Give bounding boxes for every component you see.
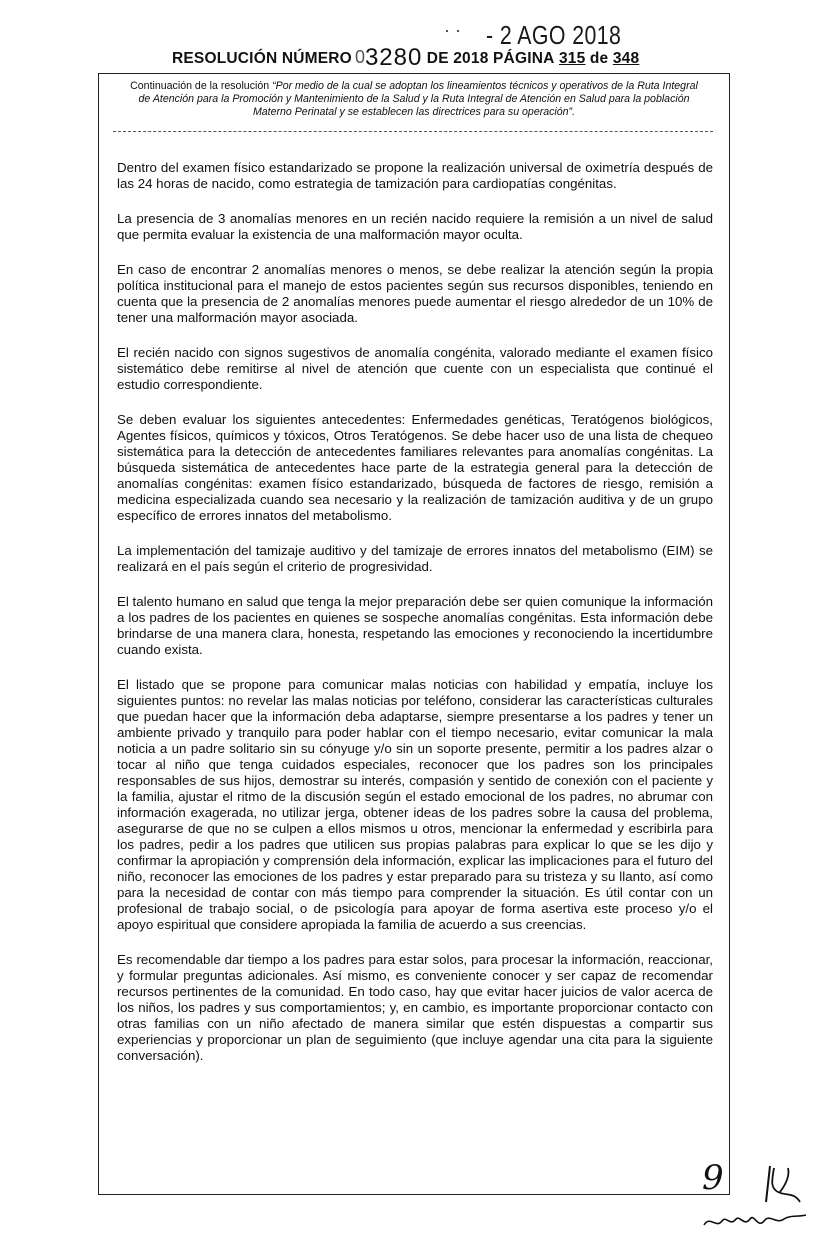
paragraph: La implementación del tamizaje auditivo y del tamizaje de errores innatos del metabolismo (EIM) se realizará en el país según el criterio de progresividad. <box>117 543 713 574</box>
stamp-dots: · · <box>444 20 461 40</box>
resolution-number: 3280 <box>364 44 423 71</box>
page-number: 315 <box>558 50 586 67</box>
paragraph: Se deben evaluar los siguientes antecedentes: Enfermedades genéticas, Teratógenos biológicos, Agentes físicos, químicos y tóxicos, Otros Teratógenos. Se debe hacer uso de una lista de chequeo sistemática para la detección de antecedentes familiares relevantes para anomalías congénitas. La búsqueda sistemática de antecedentes hace parte de la estrategia general para la detección de anomalías congénitas: examen físico estandarizado, búsqueda de factores de riesgo, remisión a medicina especializada cuando sea necesario y la realización de tamización auditiva y de un grupo específico de errores innatos del metabolismo. <box>117 412 713 523</box>
page-of-label: de <box>589 50 609 67</box>
paragraph: Es recomendable dar tiempo a los padres para estar solos, para procesar la información, reaccionar, y formular preguntas adicionales. Así mismo, es conveniente conocer y ser capaz de recomendar recursos pertinentes de la comunidad. En todo caso, hay que evitar hacer juicios de valor acerca de los niños, los padres y sus comportamientos; y, en cambio, es importante proporcionar contacto con otras familias con un niño afectado de manera similar que estén dispuestas a compartir sus experiencias y proporcionar un plan de seguimiento (que incluye agendar una cita para la siguiente conversación). <box>117 952 713 1063</box>
continuation-lead: Continuación de la resolución <box>130 80 270 92</box>
handwritten-initial: 9 <box>702 1158 724 1198</box>
paragraph: El recién nacido con signos sugestivos de anomalía congénita, valorado mediante el examen físico sistemático debe remitirse al nivel de atención que cuente con un especialista que continué el estudio correspondiente. <box>117 345 713 392</box>
body-text <box>117 160 713 1083</box>
handwritten-signature <box>700 1205 810 1239</box>
dashed-separator <box>113 131 713 132</box>
signature-scribble-icon <box>700 1205 810 1235</box>
resolution-year-page-label: DE 2018 PÁGINA <box>426 50 555 67</box>
page-frame <box>98 73 730 1195</box>
continuation-note <box>123 80 705 119</box>
date-stamp: - 2 AGO 2018 <box>486 20 622 50</box>
resolution-number-prefix: 0 <box>354 47 365 67</box>
total-pages: 348 <box>612 50 640 67</box>
paragraph: Dentro del examen físico estandarizado se propone la realización universal de oximetría después de las 24 horas de nacido, como estrategia de tamización para cardiopatías congénitas. <box>117 160 713 191</box>
signature-mark-icon <box>760 1162 820 1208</box>
paragraph: En caso de encontrar 2 anomalías menores o menos, se debe realizar la atención según la propia política institucional para el manejo de estos pacientes según sus recursos disponibles, teniendo en cuenta que la presencia de 2 anomalías menores puede aumentar el riesgo alrededor de un 10% de tener una malformación mayor asociada. <box>117 262 713 325</box>
resolution-label: RESOLUCIÓN NÚMERO <box>172 50 352 67</box>
paragraph: El listado que se propone para comunicar malas noticias con habilidad y empatía, incluye los siguientes puntos: no revelar las malas noticias por teléfono, considerar las características culturales que puedan hacer que la información deba adaptarse, siempre presentarse a los padres y tener un ambiente privado y tranquilo para poder hablar con el tiempo necesario, evitar comunicar la mala noticia a un padre solitario sin su cónyuge y/o sin un soporte presente, permitir a los padres alzar o tocar al niño que tenga cuidados especiales, reconocer que los padres son los principales responsables de sus hijos, demostrar su interés, compasión y sentido de conexión con el paciente y la familia, ajustar el ritmo de la discusión según el estado emocional de los padres, no abrumar con información exagerada, no utilizar jerga, obtener ideas de los padres sobre la causa del problema, asegurarse de que no se culpen a ellos mismos u otros, mencionar la enfermedad y escribirla para los padres, pedir a los padres que utilicen sus propias palabras para explicar lo que se les dijo y confirmar la apropiación y comprensión dela información, explicar las implicaciones para el futuro del niño, reconocer las emociones de los padres y estar preparado para su tristeza y su llanto, así como para la necesidad de contar con más tiempo para comprender la situación. Es útil contar con un profesional de trabajo social, o de psicología para apoyar de forma asertiva este proceso y/o el apoyo espiritual que considere apropiada la familia de acuerdo a sus creencias. <box>117 677 713 932</box>
paragraph: El talento humano en salud que tenga la mejor preparación debe ser quien comunique la información a los padres de los pacientes en quienes se sospeche anomalías congénitas. Esta información debe brindarse de una manera clara, honesta, respetando las emociones y reconociendo la incertidumbre cuando exista. <box>117 594 713 657</box>
resolution-header <box>172 44 692 74</box>
paragraph: La presencia de 3 anomalías menores en un recién nacido requiere la remisión a un nivel de salud que permita evaluar la existencia de una malformación mayor oculta. <box>117 211 713 242</box>
continuation-quote: “Por medio de la cual se adoptan los lineamientos técnicos y operativos de la Ruta Integral de Atención para la Promoción y Mantenimiento de la Salud y la Ruta Integral de Atención en Salud para la población Materno Perinatal y se establecen las directrices para su operación”. <box>138 80 698 118</box>
